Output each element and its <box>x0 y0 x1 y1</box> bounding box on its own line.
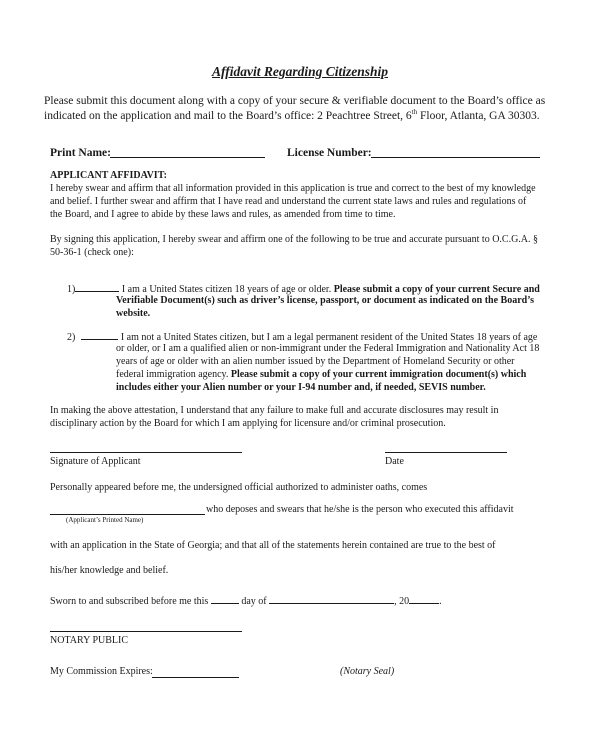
option-1-line1: 1) I am a United States citizen 18 years of age or older. Please submit a copy of your current Secure and <box>67 281 540 297</box>
deposes-text: who deposes and swears that he/she is the person who executed this affidavit <box>206 504 514 515</box>
notary-seal-label: (Notary Seal) <box>340 666 395 677</box>
applicant-signature-label: Signature of Applicant <box>50 456 141 467</box>
notary-public-label: NOTARY PUBLIC <box>50 635 129 646</box>
commission-expires-label: My Commission Expires: <box>50 666 153 677</box>
option-1-number: 1) <box>67 284 76 295</box>
option-2-line3: years of age or older with an alien number issued by the Department of Homeland Security or other <box>116 356 515 367</box>
intro-line-1: Please submit this document along with a copy of your secure & verifiable document to the Board’s office as <box>44 95 546 107</box>
printed-name-caption: (Applicant’s Printed Name) <box>66 516 144 524</box>
affidavit-heading: APPLICANT AFFIDAVIT: <box>50 170 167 181</box>
print-name-field[interactable] <box>110 157 265 158</box>
option-2-line1: 2) I am not a United States citizen, but I am a legal permanent resident of the United States 18 years of age <box>67 329 537 345</box>
license-number-field[interactable] <box>371 157 540 158</box>
print-name-label: Print Name: <box>50 147 111 159</box>
commission-expires-field[interactable] <box>152 677 239 678</box>
date-label: Date <box>385 456 404 467</box>
knowledge-line: his/her knowledge and belief. <box>50 565 169 576</box>
applicant-printed-name-field[interactable] <box>50 514 205 515</box>
attestation-line1: In making the above attestation, I understand that any failure to make full and accurate disclosures may result in <box>50 405 499 416</box>
option-2-line2: or older, or I am a qualified alien or non-immigrant under the Federal Immigration and Nationality Act 18 <box>116 343 540 354</box>
sworn-day-field[interactable] <box>211 593 239 604</box>
affidavit-p2-line1: By signing this application, I hereby swear and affirm one of the following to be true and accurate pursuant to O.C.G.A. § <box>50 234 539 245</box>
applicant-signature-field[interactable] <box>50 452 242 453</box>
option-2-line5: includes either your Alien number or your I-94 number and, if needed, SEVIS number. <box>116 382 486 393</box>
sworn-month-field[interactable] <box>269 593 394 604</box>
attestation-line2: disciplinary action by the Board for which I am applying for licensure and/or criminal prosecution. <box>50 418 446 429</box>
notary-signature-field[interactable] <box>50 631 242 632</box>
option-2-checkbox[interactable] <box>81 329 118 340</box>
sworn-year-field[interactable] <box>409 593 439 604</box>
option-1-line2: Verifiable Document(s) such as driver’s license, passport, or document as indicated on the Board’s <box>116 295 535 306</box>
personally-appeared-text: Personally appeared before me, the undersigned official authorized to administer oaths, comes <box>50 482 428 493</box>
affidavit-p1-line2: and belief. I further swear and affirm that I have read and understand the current state laws and rules and regulations of <box>50 196 527 207</box>
page-title: Affidavit Regarding Citizenship <box>211 64 389 79</box>
sworn-line: Sworn to and subscribed before me this day of , 20 . <box>50 593 442 609</box>
application-line: with an application in the State of Georgia; and that all of the statements herein contained are true to the best of <box>50 540 496 551</box>
option-1-checkbox[interactable] <box>75 281 119 292</box>
affidavit-p2-line2: 50-36-1 (check one): <box>50 247 134 258</box>
option-2-line4: federal immigration agency. Please submit a copy of your current immigration document(s) which <box>116 369 527 380</box>
signature-date-field[interactable] <box>385 452 507 453</box>
option-1-line3: website. <box>116 308 151 319</box>
affidavit-p1-line3: the Board, and I agree to abide by these laws and rules, as amended from time to time. <box>50 209 396 220</box>
license-number-label: License Number: <box>287 147 372 159</box>
intro-line-2: indicated on the application and mail to the Board’s office: 2 Peachtree Street, 6th Floor, Atlanta, GA 30303. <box>44 108 540 122</box>
option-2-number: 2) <box>67 332 76 343</box>
affidavit-p1-line1: I hereby swear and affirm that all information provided in this application is true and correct to the best of my knowledge <box>50 183 536 194</box>
